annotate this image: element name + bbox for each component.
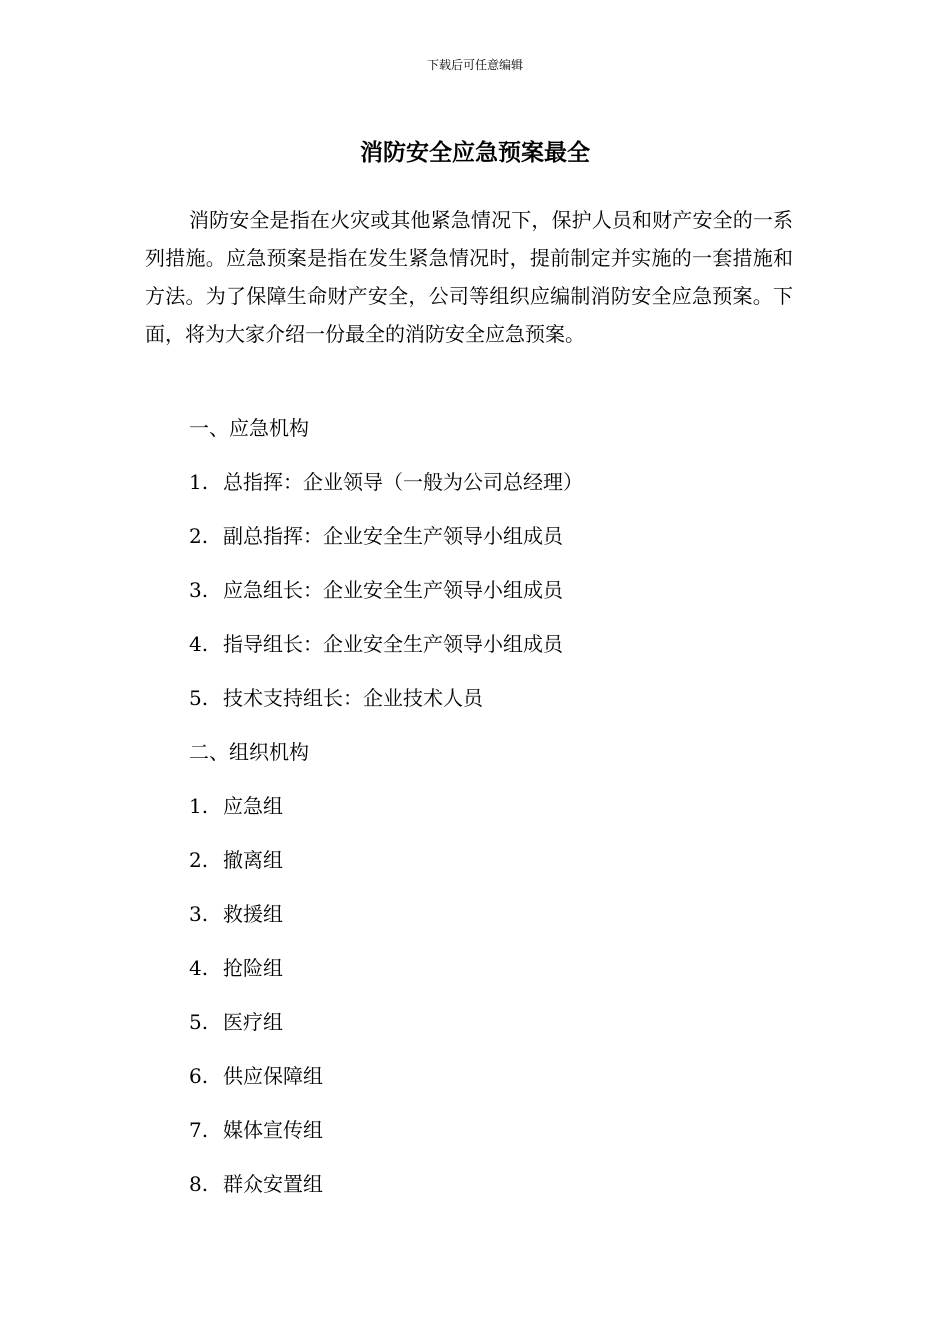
intro-paragraph: 消防安全是指在火灾或其他紧急情况下，保护人员和财产安全的一系列措施。应急预案是指在发生紧急情况时，提前制定并实施的一套措施和方法。为了保障生命财产安全，公司等组织应编制消防安全应急预案。下面，将为大家介绍一份最全的消防安全应急预案。 <box>145 208 793 346</box>
list-item <box>189 846 789 874</box>
list-item-number: 2. <box>189 524 209 548</box>
list-item-number: 2. <box>189 848 209 872</box>
page-header: 下载后可任意编辑 <box>426 58 523 72</box>
list-item-number: 1. <box>189 794 209 818</box>
list-item-text: 媒体宣传组 <box>223 1118 323 1142</box>
section-heading-organization-structure: 二、组织机构 <box>189 740 309 764</box>
list-item <box>189 954 789 982</box>
list-item-number: 3. <box>189 578 209 602</box>
list-item-text: 应急组 <box>223 794 283 818</box>
list-item <box>189 900 789 928</box>
list-item-number: 4. <box>189 956 209 980</box>
list-item-number: 4. <box>189 632 209 656</box>
document-title: 消防安全应急预案最全 <box>360 140 590 166</box>
section-heading-emergency-organization: 一、应急机构 <box>189 416 309 440</box>
list-item <box>189 468 789 496</box>
list-item <box>189 684 789 712</box>
list-item-text: 医疗组 <box>223 1010 283 1034</box>
list-item <box>189 792 789 820</box>
list-item-number: 1. <box>189 470 209 494</box>
list-item <box>189 1062 789 1090</box>
list-item-number: 7. <box>189 1118 209 1142</box>
list-item-text: 指导组长：企业安全生产领导小组成员 <box>223 632 563 656</box>
list-item-number: 5. <box>189 1010 209 1034</box>
list-item-text: 抢险组 <box>223 956 283 980</box>
list-item <box>189 1116 789 1144</box>
list-item <box>189 630 789 658</box>
list-item <box>189 576 789 604</box>
list-item-text: 群众安置组 <box>223 1172 323 1196</box>
list-item-text: 救援组 <box>223 902 283 926</box>
list-item-number: 8. <box>189 1172 209 1196</box>
list-item-text: 技术支持组长：企业技术人员 <box>223 686 483 710</box>
list-item <box>189 1170 789 1198</box>
list-item <box>189 522 789 550</box>
list-item-text: 应急组长：企业安全生产领导小组成员 <box>223 578 563 602</box>
list-item-text: 总指挥：企业领导（一般为公司总经理） <box>223 470 583 494</box>
list-item <box>189 1008 789 1036</box>
list-item-text: 副总指挥：企业安全生产领导小组成员 <box>223 524 563 548</box>
list-item-number: 6. <box>189 1064 209 1088</box>
list-item-text: 撤离组 <box>223 848 283 872</box>
list-item-number: 5. <box>189 686 209 710</box>
list-item-number: 3. <box>189 902 209 926</box>
list-item-text: 供应保障组 <box>223 1064 323 1088</box>
